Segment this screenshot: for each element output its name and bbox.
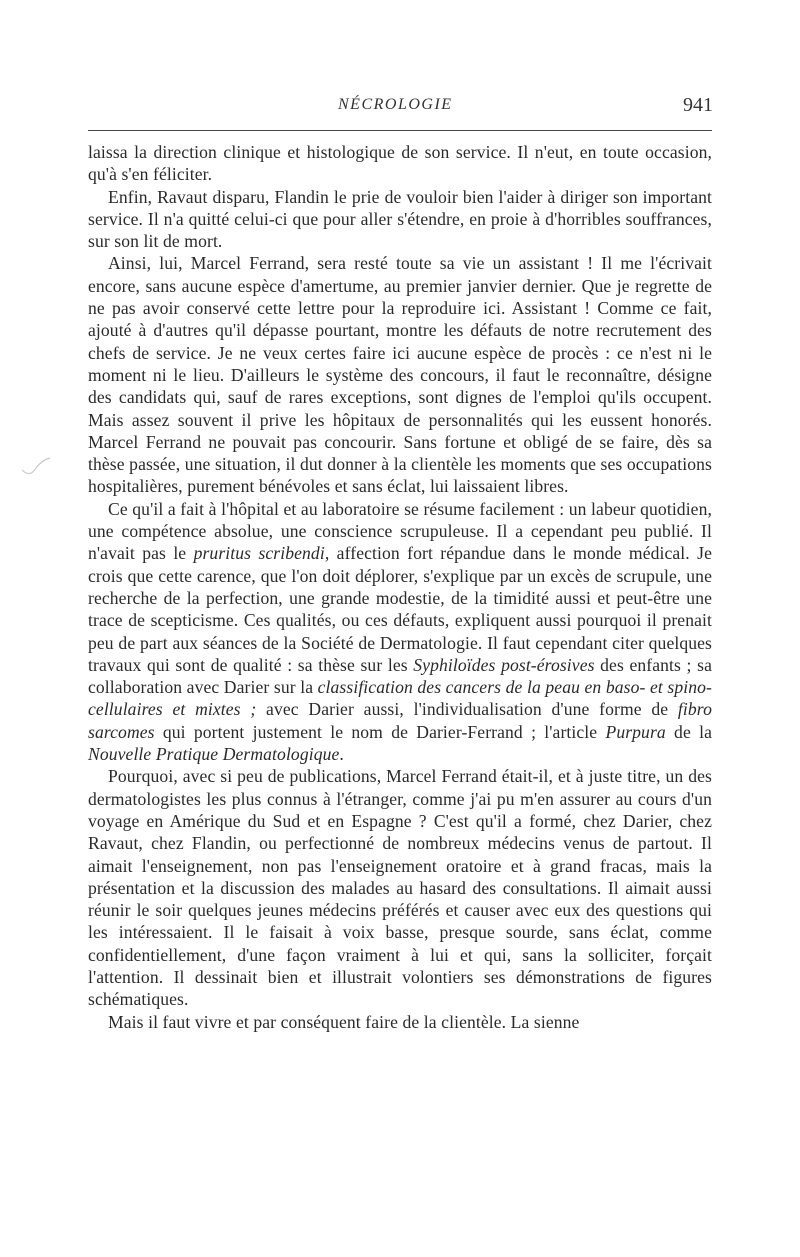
paragraph-text: . <box>339 744 344 765</box>
paragraph-text: Mais il faut vivre et par conséquent faire de la clientèle. La sienne <box>108 1011 580 1032</box>
paragraph <box>88 141 712 186</box>
margin-pencil-mark <box>20 456 52 480</box>
italic-title: Nouvelle Pratique Dermatologique <box>88 744 340 765</box>
paragraph-text: Ce qu'il a fait à l'hôpital et au laboratoire se résume facilement : un labeur quotidien, une compétence absolue, une conscience scrupuleuse. Il a cependant peu publié. Il n'avait pas le <box>88 498 712 564</box>
paragraph-text: avec Darier aussi, l'individualisation d'une forme de <box>256 699 678 720</box>
paragraph-text: Ainsi, lui, Marcel Ferrand, sera resté toute sa vie un assistant ! Il me l'écrivait encore, sans aucune espèce d'amertume, au premier janvier dernier. Que je regrette de ne pas avoir conservé cette lettre pour la reproduire ici. Assistant ! Comme ce fait, ajouté à d'autres qu'il dépasse pourtant, montre les défauts de notre recrutement des chefs de service. Je ne veux certes faire ici aucune espèce de procès : ce n'est ni le moment ni le lieu. D'ailleurs le système des concours, il faut le reconnaître, désigne des candidats qui, sauf de rares exceptions, sont dignes de l'emploi qu'ils occupent. Mais assez souvent il prive les hôpitaux de personnalités qui les eussent honorés. Marcel Ferrand ne pouvait pas concourir. Sans fortune et obligé de se faire, dès sa thèse passée, une situation, il dut donner à la clientèle les moments que ses occupations hospitalières, purement bénévoles et sans éclat, lui laissaient libres. <box>88 253 712 497</box>
paragraph-text: , affection fort répandue dans le monde médical. Je crois que cette carence, que l'on doit déplorer, s'explique par un excès de scrupule, une recherche de la perfection, une grande modestie, de la timidité aussi et peut-être une trace de scepticisme. Ces qualités, ou ces défauts, expliquent aussi pourquoi il prenait peu de part aux séances de la Société de Dermatologie. Il faut cependant citer quelques travaux qui sont de qualité : sa thèse sur les <box>88 543 712 675</box>
paragraph-text: Enfin, Ravaut disparu, Flandin le prie de vouloir bien l'aider à diriger son important service. Il n'a quitté celui-ci que pour aller s'étendre, en proie à d'horribles souffrances, sur son lit de mort. <box>88 186 712 252</box>
paragraph <box>88 186 712 253</box>
paragraph-text: des enfants ; sa collaboration avec Darier sur la <box>88 654 712 698</box>
paragraph-text: qui portent justement le nom de Darier-Ferrand ; l'article <box>154 721 606 742</box>
italic-term: fibro sarcomes <box>88 699 712 742</box>
italic-title: Syphiloïdes post-érosives <box>413 654 595 675</box>
paragraph-text: laissa la direction clinique et histologique de son service. Il n'eut, en toute occasion, qu'à s'en féliciter. <box>88 142 712 185</box>
paragraph-text: de la <box>665 721 712 742</box>
article-body <box>88 141 712 1033</box>
header-rule <box>88 130 712 131</box>
paragraph <box>88 252 712 497</box>
paragraph <box>88 1011 712 1033</box>
italic-term: pruritus scribendi <box>193 543 325 564</box>
paragraph-text: Pourquoi, avec si peu de publications, Marcel Ferrand était-il, et à juste titre, un des dermatologistes les plus connus à l'étranger, comme j'ai pu m'en assurer au cours d'un voyage en Amérique du Sud et en Espagne ? C'est qu'il a formé, chez Darier, chez Ravaut, chez Flandin, ou perfectionné de nombreux médecins venus de partout. Il aimait l'enseignement, non pas l'enseignement oratoire et à grand fracas, mais la présentation et la discussion des malades au hasard des consultations. Il aimait aussi réunir le soir quelques jeunes médecins préférés et causer avec eux des questions qui les intéressaient. Il le faisait à voix basse, presque sourde, sans éclat, comme confidentiellement, d'une façon vraiment à lui et qui, sans la solliciter, forçait l'attention. Il dessinait bien et illustrait volontiers ses démonstrations de figures schématiques. <box>88 766 712 1010</box>
paragraph <box>88 765 712 1010</box>
italic-title: Purpura <box>605 721 666 742</box>
running-header <box>0 96 800 126</box>
paragraph <box>88 498 712 766</box>
page-number: 941 <box>683 94 713 116</box>
section-title: NÉCROLOGIE <box>338 96 453 113</box>
italic-title: classification des cancers de la peau en baso- et spino-cellulaires et mixtes ; <box>88 677 712 720</box>
